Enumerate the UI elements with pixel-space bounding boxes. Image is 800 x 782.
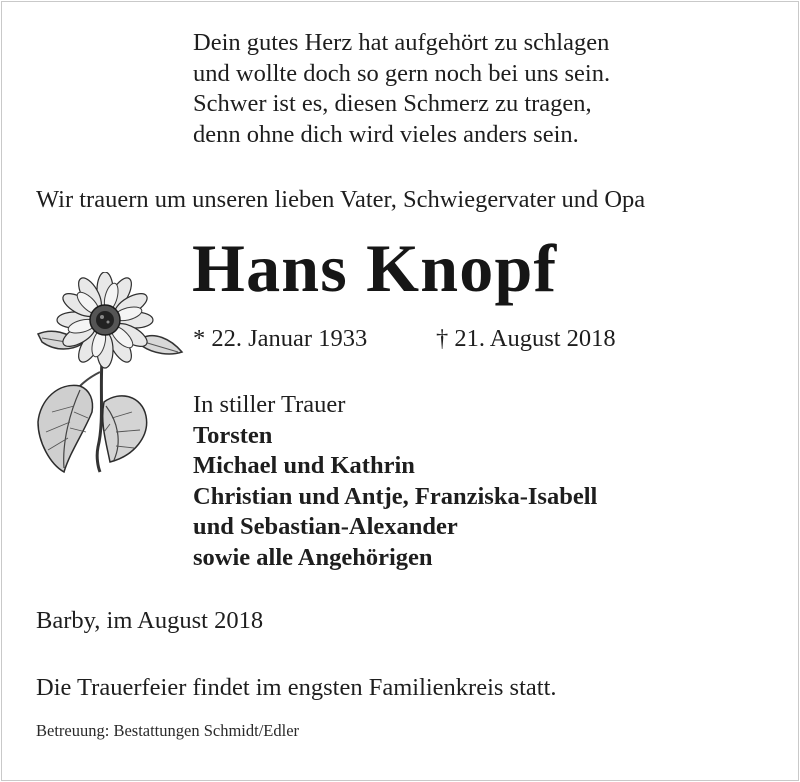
funeral-notice: Die Trauerfeier findet im engsten Familienkreis statt. (36, 674, 557, 701)
memorial-poem (193, 28, 610, 150)
birth-date: * 22. Januar 1933 (193, 325, 368, 352)
funeral-home-credit: Betreuung: Bestattungen Schmidt/Edler (36, 721, 300, 740)
death-date: † 21. August 2018 (436, 325, 616, 352)
poem-line-4: denn ohne dich wird vieles anders sein. (193, 120, 579, 148)
poem-line-2: und wollte doch so gern noch bei uns sein. (193, 59, 611, 87)
mourning-intro: Wir trauern um unseren lieben Vater, Schwiegervater und Opa (36, 186, 646, 213)
mourner-line-3: Christian und Antje, Franziska-Isabell (193, 482, 598, 510)
place-and-date: Barby, im August 2018 (36, 607, 264, 634)
mourner-line-2: Michael und Kathrin (193, 452, 415, 480)
mourners-block (193, 390, 597, 574)
poem-line-3: Schwer ist es, diesen Schmerz zu tragen, (193, 90, 592, 117)
mourner-line-1: Torsten (193, 421, 273, 449)
mourner-line-4: und Sebastian-Alexander (193, 513, 458, 541)
sunflower-icon (30, 272, 190, 482)
mourner-line-5: sowie alle Angehörigen (193, 543, 433, 571)
deceased-name: Hans Knopf (192, 230, 558, 306)
mourners-heading: In stiller Trauer (193, 391, 346, 418)
poem-line-1: Dein gutes Herz hat aufgehört zu schlagen (193, 29, 610, 56)
